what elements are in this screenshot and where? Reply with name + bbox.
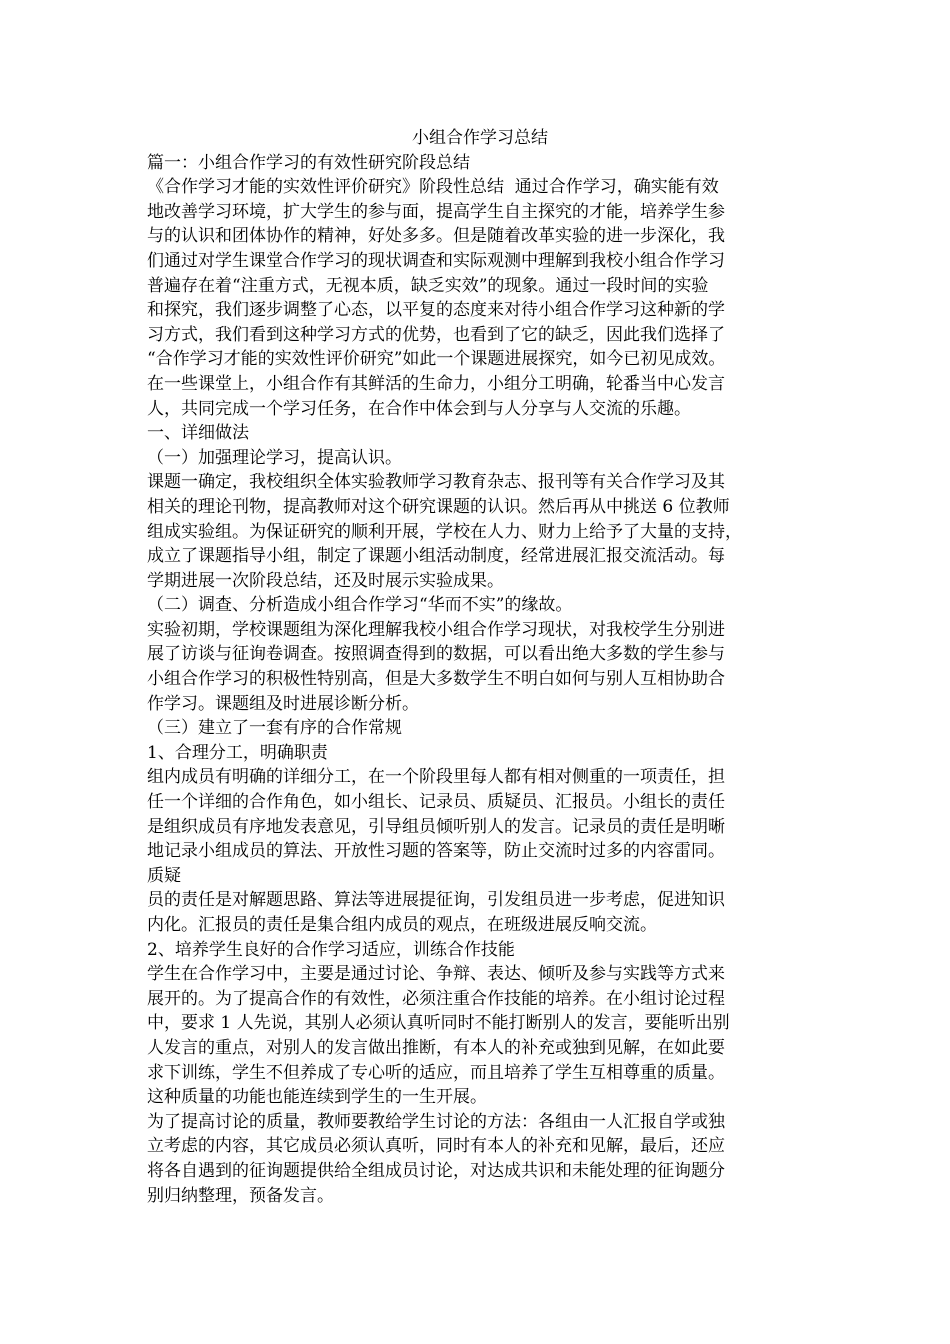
- body-line: 们通过对学生课堂合作学习的现状调查和实际观测中理解到我校小组合作学习: [147, 250, 725, 271]
- body-line: 和探究，我们逐步调整了心态，以平复的态度来对待小组合作学习这种新的学: [147, 300, 725, 321]
- body-line: （一）加强理论学习，提高认识。: [147, 447, 402, 468]
- body-line: 组内成员有明确的详细分工，在一个阶段里每人都有相对侧重的一项责任，担: [147, 767, 725, 788]
- body-line: 人发言的重点，对别人的发言做出推断，有本人的补充或独到见解，在如此要: [147, 1037, 725, 1058]
- document-title: 小组合作学习总结: [412, 128, 548, 148]
- body-line: 相关的理论刊物，提高教师对这个研究课题的认识。然后再从中挑送 6 位教师: [147, 496, 730, 517]
- body-line: 求下训练，学生不但养成了专心听的适应，而且培养了学生互相尊重的质量。: [147, 1062, 725, 1083]
- body-line: 习方式，我们看到这种学习方式的优势，也看到了它的缺乏，因此我们选择了: [147, 324, 725, 345]
- body-line: 与的认识和团体协作的精神，好处多多。但是随着改革实验的进一步深化，我: [147, 226, 725, 247]
- body-line: 立考虑的内容，其它成员必须认真听，同时有本人的补充和见解，最后，还应: [147, 1136, 725, 1157]
- body-line: 这种质量的功能也能连续到学生的一生开展。: [147, 1087, 487, 1108]
- body-line: 成立了课题指导小组，制定了课题小组活动制度，经常进展汇报交流活动。每: [147, 546, 725, 567]
- body-line: 展开的。为了提高合作的有效性，必须注重合作技能的培养。在小组讨论过程: [147, 988, 725, 1009]
- body-line: 中，要求 1 人先说，其别人必须认真听同时不能打断别人的发言，要能听出别: [147, 1013, 730, 1034]
- body-line: 展了访谈与征询卷调查。按照调查得到的数据，可以看出绝大多数的学生参与: [147, 644, 725, 665]
- body-line: 在一些课堂上，小组合作有其鲜活的生命力，小组分工明确，轮番当中心发言: [147, 373, 725, 394]
- body-line: 篇一：小组合作学习的有效性研究阶段总结: [147, 152, 470, 173]
- body-line: 学生在合作学习中，主要是通过讨论、争辩、表达、倾听及参与实践等方式来: [147, 964, 725, 985]
- body-line: 作学习。课题组及时进展诊断分析。: [147, 693, 419, 714]
- body-line: 实验初期，学校课题组为深化理解我校小组合作学习现状，对我校学生分别进: [147, 619, 725, 640]
- body-line: 内化。汇报员的责任是集合组内成员的观点，在班级进展反响交流。: [147, 915, 657, 935]
- body-line: 人，共同完成一个学习任务，在合作中体会到与人分享与人交流的乐趣。: [147, 398, 691, 419]
- body-line: 《合作学习才能的实效性评价研究》阶段性总结 通过合作学习，确实能有效: [147, 177, 719, 198]
- body-line: 地记录小组成员的算法、开放性习题的答案等，防止交流时过多的内容雷同。: [147, 841, 725, 862]
- body-line: 将各自遇到的征询题提供给全组成员讨论，对达成共识和未能处理的征询题分: [147, 1160, 725, 1181]
- document-page: [147, 126, 813, 1208]
- body-line: 地改善学习环境，扩大学生的参与面，提高学生自主探究的才能，培养学生参: [147, 201, 725, 222]
- body-line: 课题一确定，我校组织全体实验教师学习教育杂志、报刊等有关合作学习及其: [147, 472, 725, 493]
- body-line: 组成实验组。为保证研究的顺利开展，学校在人力、财力上给予了大量的支持，: [147, 521, 742, 542]
- body-line: 小组合作学习的积极性特别高，但是大多数学生不明白如何与别人互相协助合: [147, 669, 725, 690]
- body-line: 普遍存在着“注重方式，无视本质，缺乏实效”的现象。通过一段时间的实验: [147, 275, 709, 296]
- body-line: 别归纳整理，预备发言。: [147, 1185, 334, 1206]
- body-line: 1、合理分工，明确职责: [147, 742, 328, 763]
- body-line: 员的责任是对解题思路、算法等进展提征询，引发组员进一步考虑，促进知识: [147, 890, 725, 911]
- body-line: 一、详细做法: [147, 423, 249, 444]
- body-line: （三）建立了一套有序的合作常规: [147, 718, 402, 739]
- body-line: 质疑: [147, 865, 181, 886]
- document-body: [147, 151, 813, 1209]
- body-line: 任一个详细的合作角色，如小组长、记录员、质疑员、汇报员。小组长的责任: [147, 792, 725, 813]
- body-line: “合作学习才能的实效性评价研究”如此一个课题进展探究，如今已初见成效。: [147, 349, 726, 370]
- body-line: 2、培养学生良好的合作学习适应，训练合作技能: [147, 939, 515, 960]
- body-line: （二）调查、分析造成小组合作学习“华而不实”的缘故。: [147, 595, 573, 616]
- body-line: 学期进展一次阶段总结，还及时展示实验成果。: [147, 570, 504, 591]
- body-line: 为了提高讨论的质量，教师要教给学生讨论的方法：各组由一人汇报自学或独: [147, 1111, 725, 1132]
- body-line: 是组织成员有序地发表意见，引导组员倾听别人的发言。记录员的责任是明晰: [147, 816, 725, 837]
